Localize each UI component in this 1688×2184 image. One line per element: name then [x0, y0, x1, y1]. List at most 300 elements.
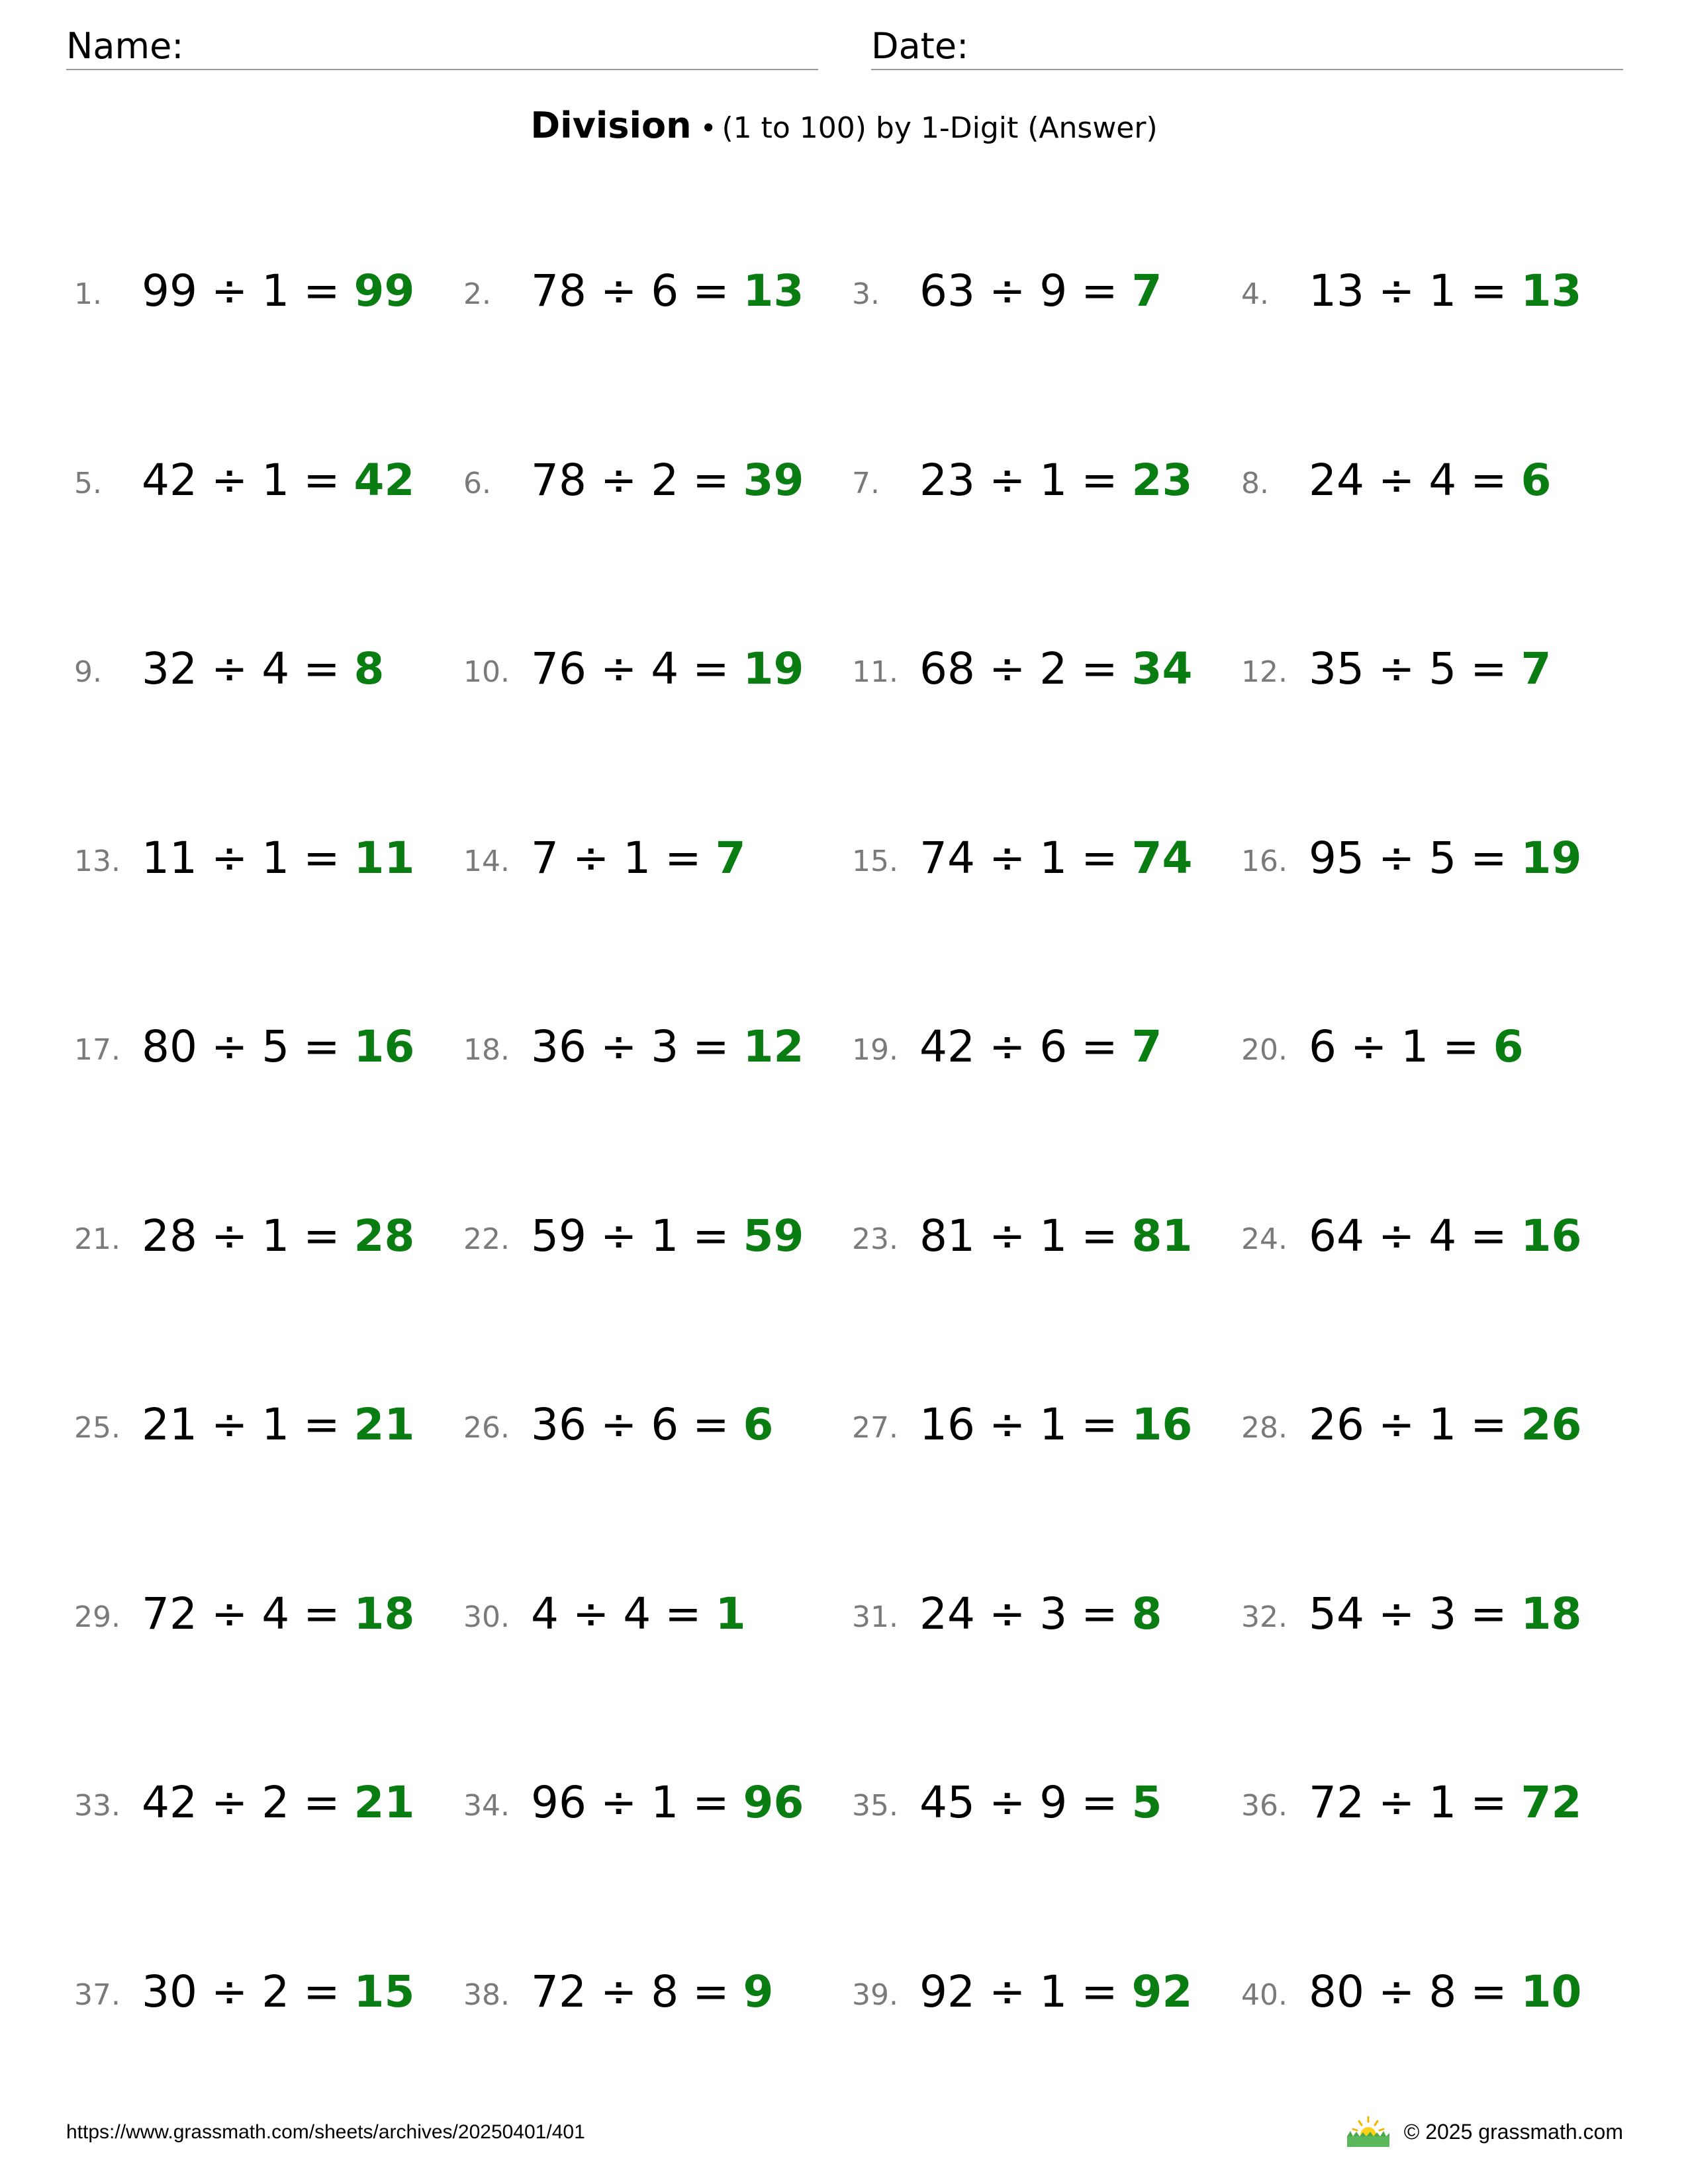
answer: 92: [1131, 1966, 1193, 2017]
problem-expression: [919, 455, 1192, 506]
footer-url: https://www.grassmath.com/sheets/archives/20250401/401: [66, 2121, 585, 2143]
dividend: 78: [531, 455, 586, 506]
divide-sign: ÷: [988, 1021, 1026, 1072]
problem-item: [74, 1580, 458, 1646]
problem-number: 4.: [1241, 277, 1269, 311]
divisor: 9: [1039, 1777, 1068, 1828]
problem-item: [74, 635, 458, 701]
problem-expression: [1309, 1777, 1581, 1828]
problem-item: [74, 1390, 458, 1457]
dividend: 80: [1309, 1966, 1364, 2017]
divisor: 4: [261, 1588, 290, 1639]
problem-number: 30.: [463, 1600, 510, 1634]
dividend: 36: [531, 1021, 586, 1072]
divisor: 1: [1039, 1210, 1068, 1261]
problem-item: [463, 1580, 847, 1646]
problem-number: 33.: [74, 1789, 120, 1823]
answer: 12: [743, 1021, 804, 1072]
dividend: 42: [919, 1021, 975, 1072]
problem-item: [463, 1013, 847, 1079]
divide-sign: ÷: [211, 1966, 248, 2017]
answer: 15: [353, 1966, 415, 2017]
problem-item: [852, 824, 1236, 890]
divisor: 1: [1039, 1966, 1068, 2017]
divide-sign: ÷: [600, 1210, 637, 1261]
equals-sign: =: [1081, 265, 1118, 316]
answer: 81: [1131, 1210, 1193, 1261]
divisor: 1: [1401, 1021, 1429, 1072]
equals-sign: =: [1442, 1021, 1479, 1072]
dividend: 26: [1309, 1399, 1364, 1450]
answer: 7: [715, 833, 746, 884]
equals-sign: =: [692, 265, 729, 316]
problem-number: 31.: [852, 1600, 898, 1634]
divisor: 5: [261, 1021, 290, 1072]
problem-item: [74, 824, 458, 890]
equals-sign: =: [1470, 1399, 1507, 1450]
divide-sign: ÷: [211, 1021, 248, 1072]
problem-number: 22.: [463, 1222, 510, 1256]
answer: 72: [1521, 1777, 1582, 1828]
problem-number: 24.: [1241, 1222, 1288, 1256]
answer: 96: [743, 1777, 804, 1828]
answer: 23: [1131, 455, 1193, 506]
problem-expression: [919, 643, 1192, 694]
divide-sign: ÷: [988, 1777, 1026, 1828]
dividend: 24: [919, 1588, 975, 1639]
problem-expression: [531, 1021, 804, 1072]
problem-expression: [142, 1777, 414, 1828]
answer: 19: [1521, 833, 1582, 884]
equals-sign: =: [303, 265, 340, 316]
problem-item: [463, 1202, 847, 1268]
divisor: 6: [651, 265, 679, 316]
name-label: Name:: [66, 25, 184, 67]
equals-sign: =: [1470, 1588, 1507, 1639]
answer: 16: [1521, 1210, 1582, 1261]
problem-item: [1241, 1390, 1625, 1457]
answer: 18: [353, 1588, 415, 1639]
dividend: 24: [1309, 455, 1364, 506]
equals-sign: =: [1470, 643, 1507, 694]
divide-sign: ÷: [988, 1210, 1026, 1261]
problem-expression: [142, 455, 414, 506]
divide-sign: ÷: [600, 1777, 637, 1828]
problem-item: [463, 635, 847, 701]
dividend: 99: [142, 265, 197, 316]
dividend: 63: [919, 265, 975, 316]
problem-number: 11.: [852, 655, 898, 689]
problem-item: [463, 257, 847, 323]
divisor: 5: [1429, 833, 1457, 884]
problem-expression: [1309, 265, 1581, 316]
divisor: 1: [261, 1210, 290, 1261]
dividend: 72: [1309, 1777, 1364, 1828]
equals-sign: =: [1470, 455, 1507, 506]
divide-sign: ÷: [600, 643, 637, 694]
problem-number: 20.: [1241, 1033, 1288, 1067]
equals-sign: =: [1081, 1210, 1118, 1261]
divide-sign: ÷: [1378, 1210, 1415, 1261]
answer: 7: [1521, 643, 1552, 694]
answer: 1: [715, 1588, 746, 1639]
divisor: 2: [651, 455, 679, 506]
problem-expression: [919, 1021, 1162, 1072]
divide-sign: ÷: [988, 1966, 1026, 2017]
date-field[interactable]: [871, 24, 1623, 70]
divide-sign: ÷: [1378, 1966, 1415, 2017]
problem-number: 5.: [74, 467, 102, 500]
footer-brand: [1344, 2115, 1623, 2148]
equals-sign: =: [303, 1588, 340, 1639]
problem-item: [1241, 1580, 1625, 1646]
divisor: 5: [1429, 643, 1457, 694]
problem-item: [74, 1202, 458, 1268]
problem-number: 35.: [852, 1789, 898, 1823]
equals-sign: =: [1081, 1966, 1118, 2017]
equals-sign: =: [1470, 1210, 1507, 1261]
problem-expression: [1309, 1966, 1581, 2017]
problem-expression: [919, 1210, 1192, 1261]
answer: 6: [1493, 1021, 1524, 1072]
answer: 13: [743, 265, 804, 316]
problem-expression: [1309, 455, 1551, 506]
divide-sign: ÷: [600, 265, 637, 316]
divisor: 4: [1429, 455, 1457, 506]
dividend: 35: [1309, 643, 1364, 694]
problem-number: 8.: [1241, 467, 1269, 500]
problem-item: [852, 635, 1236, 701]
equals-sign: =: [1081, 833, 1118, 884]
divide-sign: ÷: [211, 643, 248, 694]
dividend: 78: [531, 265, 586, 316]
divisor: 1: [261, 455, 290, 506]
equals-sign: =: [1470, 265, 1507, 316]
dividend: 80: [142, 1021, 197, 1072]
divide-sign: ÷: [211, 1777, 248, 1828]
answer: 8: [353, 643, 385, 694]
answer: 74: [1131, 833, 1193, 884]
problem-expression: [919, 1399, 1192, 1450]
dividend: 59: [531, 1210, 586, 1261]
problem-expression: [919, 1777, 1162, 1828]
divisor: 4: [1429, 1210, 1457, 1261]
problem-number: 28.: [1241, 1411, 1288, 1445]
divisor: 3: [1429, 1588, 1457, 1639]
answer: 16: [353, 1021, 415, 1072]
equals-sign: =: [303, 643, 340, 694]
problem-number: 10.: [463, 655, 510, 689]
problem-expression: [142, 833, 414, 884]
equals-sign: =: [1470, 1777, 1507, 1828]
divisor: 1: [1429, 265, 1457, 316]
dividend: 36: [531, 1399, 586, 1450]
problem-number: 3.: [852, 277, 880, 311]
answer: 13: [1521, 265, 1582, 316]
problem-item: [1241, 257, 1625, 323]
footer-copyright: © 2025 grassmath.com: [1403, 2119, 1623, 2144]
answer: 21: [353, 1777, 415, 1828]
problem-expression: [1309, 1210, 1581, 1261]
problem-expression: [531, 833, 746, 884]
answer: 11: [353, 833, 415, 884]
grass-sun-logo-icon: [1344, 2115, 1392, 2148]
answer: 7: [1131, 1021, 1162, 1072]
equals-sign: =: [1470, 833, 1507, 884]
equals-sign: =: [1081, 1021, 1118, 1072]
divisor: 1: [651, 1210, 679, 1261]
answer: 59: [743, 1210, 804, 1261]
problem-expression: [531, 1399, 773, 1450]
problem-number: 1.: [74, 277, 102, 311]
dividend: 92: [919, 1966, 975, 2017]
divide-sign: ÷: [572, 1588, 610, 1639]
divide-sign: ÷: [988, 455, 1026, 506]
equals-sign: =: [303, 1966, 340, 2017]
equals-sign: =: [303, 455, 340, 506]
divide-sign: ÷: [1378, 833, 1415, 884]
equals-sign: =: [692, 1966, 729, 2017]
divisor: 2: [1039, 643, 1068, 694]
equals-sign: =: [1081, 1777, 1118, 1828]
equals-sign: =: [692, 643, 729, 694]
answer: 9: [743, 1966, 774, 2017]
problem-expression: [142, 1588, 414, 1639]
answer: 19: [743, 643, 804, 694]
divide-sign: ÷: [572, 833, 610, 884]
problem-item: [1241, 446, 1625, 512]
divide-sign: ÷: [600, 1966, 637, 2017]
divide-sign: ÷: [211, 833, 248, 884]
divide-sign: ÷: [211, 265, 248, 316]
problem-item: [1241, 1013, 1625, 1079]
problem-item: [852, 1768, 1236, 1835]
problem-number: 39.: [852, 1978, 898, 2012]
problem-number: 16.: [1241, 844, 1288, 878]
problem-expression: [1309, 1588, 1581, 1639]
problem-number: 14.: [463, 844, 510, 878]
equals-sign: =: [692, 1021, 729, 1072]
dividend: 45: [919, 1777, 975, 1828]
divisor: 8: [1429, 1966, 1457, 2017]
problem-item: [463, 446, 847, 512]
problem-item: [1241, 1768, 1625, 1835]
answer: 10: [1521, 1966, 1582, 2017]
equals-sign: =: [692, 1210, 729, 1261]
problem-item: [463, 1390, 847, 1457]
dividend: 28: [142, 1210, 197, 1261]
dividend: 13: [1309, 265, 1364, 316]
equals-sign: =: [692, 1777, 729, 1828]
divide-sign: ÷: [211, 1399, 248, 1450]
problem-number: 23.: [852, 1222, 898, 1256]
title-subtitle: (1 to 100) by 1-Digit (Answer): [722, 111, 1158, 145]
dividend: 64: [1309, 1210, 1364, 1261]
equals-sign: =: [692, 1399, 729, 1450]
divisor: 1: [261, 1399, 290, 1450]
problem-expression: [531, 455, 804, 506]
divisor: 4: [623, 1588, 651, 1639]
answer: 7: [1131, 265, 1162, 316]
divisor: 1: [1039, 455, 1068, 506]
problem-item: [1241, 1202, 1625, 1268]
divisor: 1: [1039, 1399, 1068, 1450]
problem-item: [852, 1202, 1236, 1268]
divisor: 4: [651, 643, 679, 694]
problem-number: 17.: [74, 1033, 120, 1067]
problem-expression: [919, 1588, 1162, 1639]
problem-item: [74, 257, 458, 323]
problem-expression: [919, 833, 1192, 884]
divisor: 8: [651, 1966, 679, 2017]
divisor: 1: [1429, 1777, 1457, 1828]
dividend: 30: [142, 1966, 197, 2017]
problem-number: 40.: [1241, 1978, 1288, 2012]
problem-number: 32.: [1241, 1600, 1288, 1634]
problem-number: 26.: [463, 1411, 510, 1445]
divisor: 2: [261, 1777, 290, 1828]
divide-sign: ÷: [1350, 1021, 1387, 1072]
problem-expression: [919, 265, 1162, 316]
divide-sign: ÷: [988, 1399, 1026, 1450]
divide-sign: ÷: [988, 643, 1026, 694]
dividend: 68: [919, 643, 975, 694]
problem-item: [74, 1013, 458, 1079]
problem-number: 6.: [463, 467, 491, 500]
problem-item: [852, 257, 1236, 323]
dividend: 72: [142, 1588, 197, 1639]
dividend: 72: [531, 1966, 586, 2017]
dividend: 32: [142, 643, 197, 694]
dividend: 74: [919, 833, 975, 884]
divide-sign: ÷: [600, 455, 637, 506]
problem-number: 9.: [74, 655, 102, 689]
dividend: 11: [142, 833, 197, 884]
divisor: 3: [1039, 1588, 1068, 1639]
problem-item: [74, 1958, 458, 2024]
divide-sign: ÷: [1378, 1399, 1415, 1450]
divisor: 6: [1039, 1021, 1068, 1072]
dividend: 54: [1309, 1588, 1364, 1639]
divisor: 1: [261, 265, 290, 316]
problem-expression: [531, 1777, 804, 1828]
equals-sign: =: [303, 1777, 340, 1828]
divide-sign: ÷: [1378, 1588, 1415, 1639]
worksheet-title: [0, 105, 1688, 146]
divide-sign: ÷: [988, 1588, 1026, 1639]
divide-sign: ÷: [211, 455, 248, 506]
divide-sign: ÷: [211, 1210, 248, 1261]
problem-expression: [1309, 1399, 1581, 1450]
problem-item: [463, 1768, 847, 1835]
answer: 28: [353, 1210, 415, 1261]
dividend: 6: [1309, 1021, 1336, 1072]
answer: 18: [1521, 1588, 1582, 1639]
equals-sign: =: [1081, 1399, 1118, 1450]
answer: 8: [1131, 1588, 1162, 1639]
problem-number: 27.: [852, 1411, 898, 1445]
problem-expression: [142, 265, 414, 316]
divide-sign: ÷: [988, 265, 1026, 316]
divisor: 1: [623, 833, 651, 884]
problem-item: [852, 446, 1236, 512]
divide-sign: ÷: [1378, 455, 1415, 506]
problem-number: 25.: [74, 1411, 120, 1445]
problem-number: 18.: [463, 1033, 510, 1067]
dividend: 96: [531, 1777, 586, 1828]
problem-expression: [142, 1399, 414, 1450]
answer: 6: [1521, 455, 1552, 506]
answer: 42: [353, 455, 415, 506]
problem-number: 29.: [74, 1600, 120, 1634]
dividend: 21: [142, 1399, 197, 1450]
equals-sign: =: [665, 1588, 702, 1639]
problem-expression: [142, 1021, 414, 1072]
dividend: 42: [142, 455, 197, 506]
divisor: 2: [261, 1966, 290, 2017]
dividend: 76: [531, 643, 586, 694]
equals-sign: =: [303, 1399, 340, 1450]
problem-item: [74, 446, 458, 512]
problem-expression: [531, 1966, 773, 2017]
equals-sign: =: [303, 1210, 340, 1261]
problem-number: 15.: [852, 844, 898, 878]
problem-expression: [531, 1210, 804, 1261]
name-field[interactable]: [66, 24, 818, 70]
problem-item: [463, 1958, 847, 2024]
problem-item: [1241, 824, 1625, 890]
problem-expression: [919, 1966, 1192, 2017]
answer: 21: [353, 1399, 415, 1450]
dividend: 42: [142, 1777, 197, 1828]
divide-sign: ÷: [211, 1588, 248, 1639]
problem-item: [852, 1580, 1236, 1646]
divide-sign: ÷: [1378, 265, 1415, 316]
divisor: 4: [261, 643, 290, 694]
problem-expression: [531, 265, 804, 316]
divide-sign: ÷: [600, 1021, 637, 1072]
problem-number: 36.: [1241, 1789, 1288, 1823]
equals-sign: =: [303, 1021, 340, 1072]
dividend: 4: [531, 1588, 559, 1639]
equals-sign: =: [1470, 1966, 1507, 2017]
divisor: 1: [1429, 1399, 1457, 1450]
problem-number: 7.: [852, 467, 880, 500]
divide-sign: ÷: [1378, 643, 1415, 694]
problem-item: [852, 1958, 1236, 2024]
problem-number: 13.: [74, 844, 120, 878]
answer: 39: [743, 455, 804, 506]
problem-item: [852, 1013, 1236, 1079]
problem-number: 12.: [1241, 655, 1288, 689]
divisor: 3: [651, 1021, 679, 1072]
dividend: 16: [919, 1399, 975, 1450]
problem-expression: [531, 643, 804, 694]
answer: 99: [353, 265, 415, 316]
divide-sign: ÷: [988, 833, 1026, 884]
divisor: 9: [1039, 265, 1068, 316]
problem-number: 37.: [74, 1978, 120, 2012]
problem-item: [1241, 635, 1625, 701]
dividend: 81: [919, 1210, 975, 1261]
problem-expression: [1309, 1021, 1524, 1072]
problem-expression: [142, 643, 384, 694]
title-main: Division: [530, 105, 692, 146]
dividend: 23: [919, 455, 975, 506]
answer: 6: [743, 1399, 774, 1450]
divide-sign: ÷: [1378, 1777, 1415, 1828]
problem-item: [463, 824, 847, 890]
